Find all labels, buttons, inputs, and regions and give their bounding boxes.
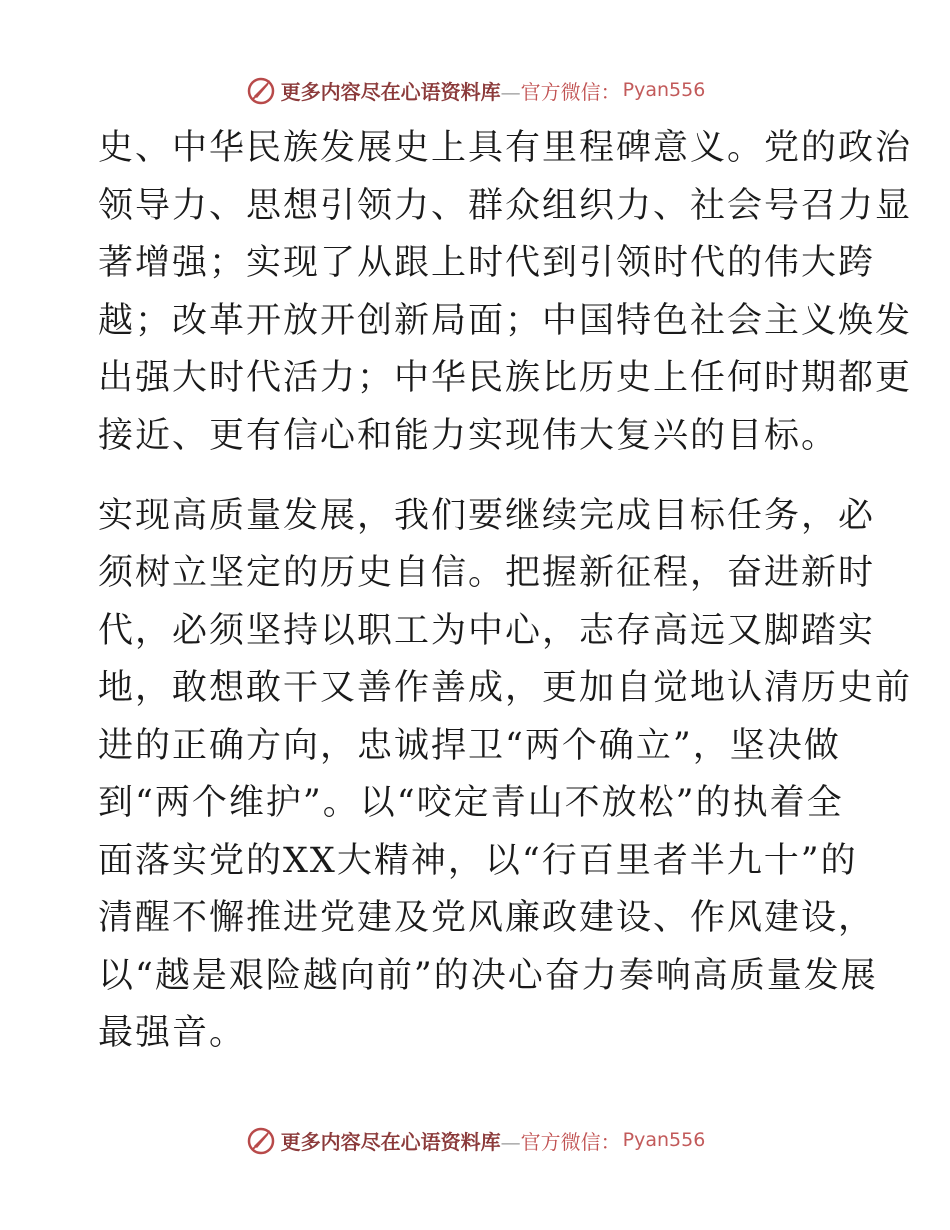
text-line: 越；改革开放开创新局面；中国特色社会主义焕发 <box>98 301 913 341</box>
footer-prefix: 更多内容尽在心语资料库 <box>280 1129 501 1154</box>
header-account-id: Pyan556 <box>622 79 706 101</box>
text-line: 进的正确方向，忠诚捍卫“两个确立”，坚决做 <box>98 726 841 766</box>
quill-logo-icon <box>245 1124 277 1156</box>
header-brand-text <box>281 76 621 105</box>
text-line: 最强音。 <box>98 1013 247 1053</box>
text-line: 代，必须坚持以职工为中心，志存高远又脚踏实 <box>98 611 876 651</box>
footer-brand-text <box>281 1126 621 1155</box>
text-line: 史、中华民族发展史上具有里程碑意义。党的政治 <box>98 128 913 168</box>
text-line: 实现高质量发展，我们要继续完成目标任务，必 <box>98 496 876 536</box>
header-prefix: 更多内容尽在心语资料库 <box>280 79 501 104</box>
header-banner <box>0 70 950 110</box>
header-wechat-label: 官方微信： <box>520 79 621 104</box>
footer-wechat-label: 官方微信： <box>520 1129 621 1154</box>
footer-account-id: Pyan556 <box>622 1129 706 1151</box>
quill-logo-icon <box>245 74 277 106</box>
text-line: 清醒不懈推进党建及党风廉政建设、作风建设， <box>98 898 876 938</box>
text-line: 领导力、思想引领力、群众组织力、社会号召力显 <box>98 186 913 226</box>
text-line: 地，敢想敢干又善作善成，更加自觉地认清历史前 <box>98 668 913 708</box>
text-line: 以“越是艰险越向前”的决心奋力奏响高质量发展 <box>98 956 878 996</box>
text-line: 面落实党的XX大精神，以“行百里者半九十”的 <box>98 841 858 881</box>
text-line: 著增强；实现了从跟上时代到引领时代的伟大跨 <box>98 243 876 283</box>
text-line: 接近、更有信心和能力实现伟大复兴的目标。 <box>98 416 839 456</box>
text-line: 须树立坚定的历史自信。把握新征程，奋进新时 <box>98 553 876 593</box>
text-line: 到“两个维护”。以“咬定青山不放松”的执着全 <box>98 783 844 823</box>
header-separator: — <box>500 79 521 104</box>
text-line: 出强大时代活力；中华民族比历史上任何时期都更 <box>98 358 913 398</box>
footer-separator: — <box>500 1129 521 1154</box>
footer-banner <box>0 1120 950 1160</box>
